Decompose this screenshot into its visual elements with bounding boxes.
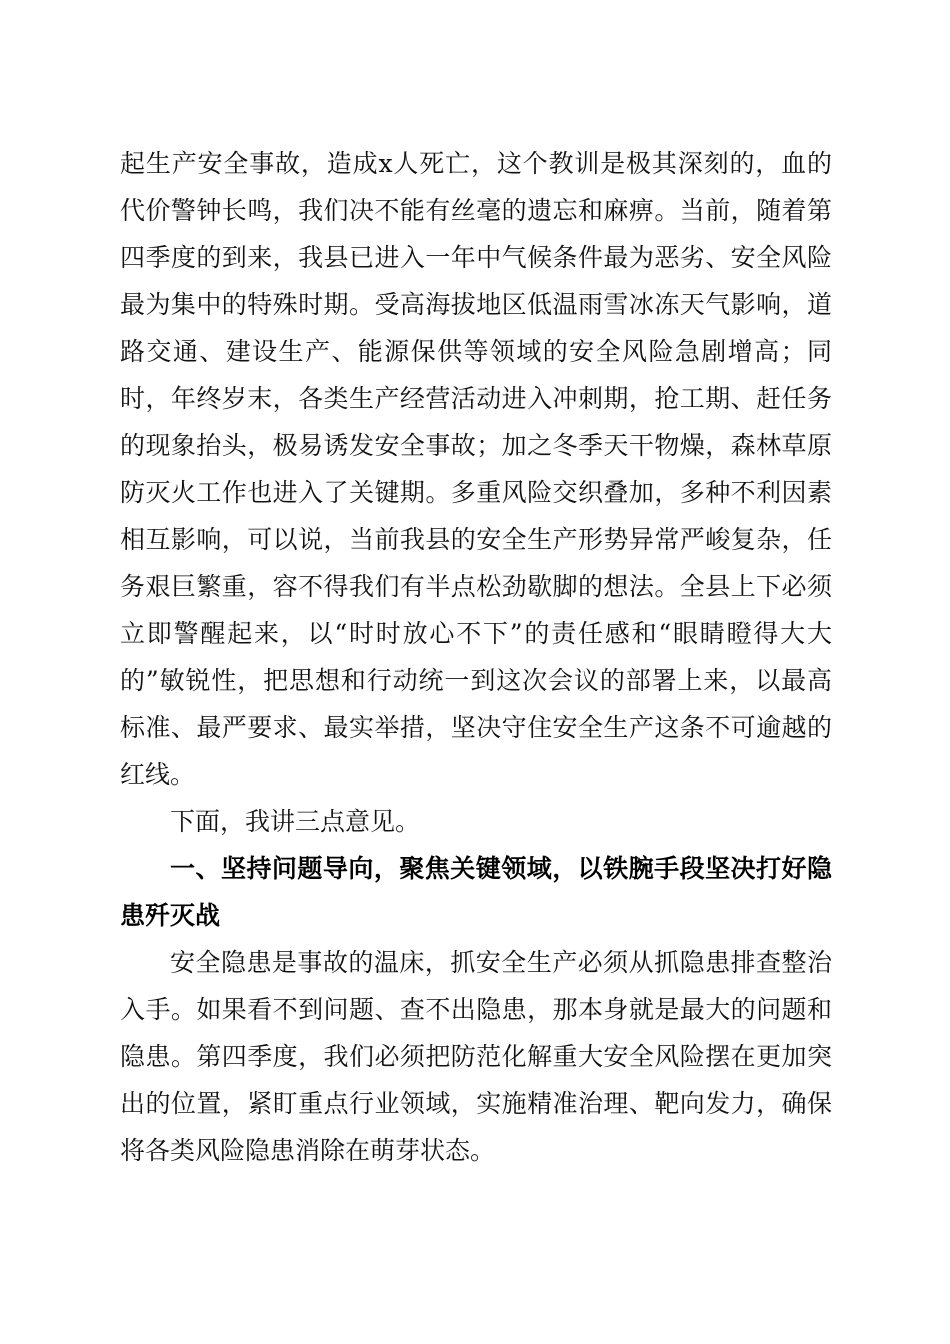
paragraph-continued: 起生产安全事故，造成x人死亡，这个教训是极其深刻的，血的代价警钟长鸣，我们决不能有丝毫的遗忘和麻痹。当前，随着第四季度的到来，我县已进入一年中气候条件最为恶劣、安全风险最为集中的特殊时期。受高海拔地区低温雨雪冰冻天气影响，道路交通、建设生产、能源保供等领域的安全风险急剧增高；同时，年终岁末，各类生产经营活动进入冲刺期，抢工期、赶任务的现象抬头，极易诱发安全事故；加之冬季天干物燥，森林草原防灭火工作也进入了关键期。多重风险交织叠加，多种不利因素相互影响，可以说，当前我县的安全生产形势异常严峻复杂，任务艰巨繁重，容不得我们有半点松劲歇脚的想法。全县上下必须立即警醒起来，以“时时放心不下”的责任感和“眼睛瞪得大大的”敏锐性，把思想和行动统一到这次会议的部署上来，以最高标准、最严要求、最实举措，坚决守住安全生产这条不可逾越的红线。: [120, 149, 832, 789]
section-heading-1: 一、坚持问题导向，聚焦关键领域，以铁腕手段坚决打好隐患歼灭战: [120, 854, 832, 930]
document-body: [120, 140, 832, 1174]
paragraph-section-1-intro: 安全隐患是事故的温床，抓安全生产必须从抓隐患排查整治入手。如果看不到问题、查不出隐患，那本身就是最大的问题和隐患。第四季度，我们必须把防范化解重大安全风险摆在更加突出的位置，紧盯重点行业领域，实施精准治理、靶向发力，确保将各类风险隐患消除在萌芽状态。: [120, 948, 832, 1165]
paragraph-transition: 下面，我讲三点意见。: [170, 807, 421, 836]
